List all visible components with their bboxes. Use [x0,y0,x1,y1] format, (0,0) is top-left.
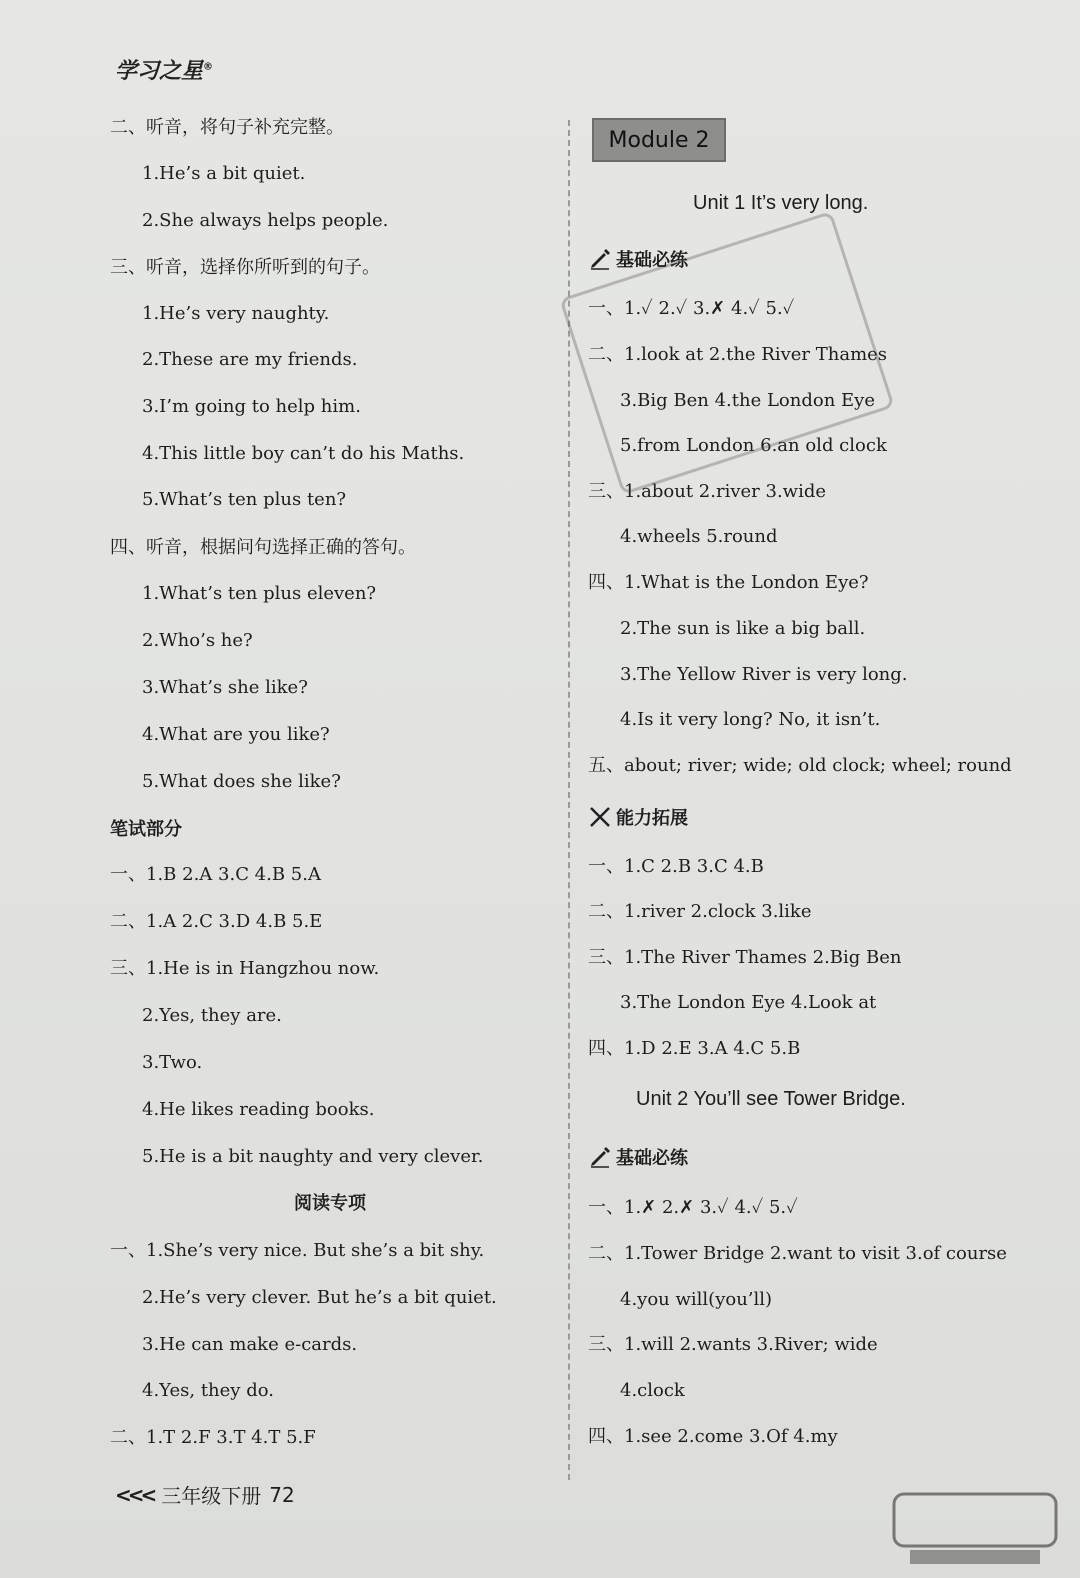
answer-row: 3.Big Ben 4.the London Eye [620,390,875,411]
answer-row: 三、1.He is in Hangzhou now. [110,958,380,979]
reading-section-title: 阅读专项 [294,1193,366,1214]
answer-row: 二、1.T 2.F 3.T 4.T 5.F [110,1427,316,1448]
written-section-title: 笔试部分 [110,819,182,840]
ability-extension-heading: 能力拓展 [588,804,688,830]
list-item: 2.Yes, they are. [142,1005,282,1026]
answer-row: 四、1.see 2.come 3.Of 4.my [588,1426,838,1447]
basic-practice-heading: 基础必练 [588,246,688,272]
list-item: 3.He can make e-cards. [142,1334,358,1355]
answer-row: 三、1.will 2.wants 3.River; wide [588,1334,878,1355]
answer-row: 四、1.D 2.E 3.A 4.C 5.B [588,1038,801,1059]
answer-row: 二、1.Tower Bridge 2.want to visit 3.of course [588,1243,1007,1264]
answer-row: 四、1.What is the London Eye? [588,572,869,593]
module-badge: Module 2 [592,118,726,162]
page-footer: <<< 三年级下册 72 [115,1482,295,1508]
section-2-title: 二、听音，将句子补充完整。 [110,117,344,138]
list-item: 1.What’s ten plus eleven? [142,583,377,604]
list-item: 4.This little boy can’t do his Maths. [142,443,465,464]
answer-row: 4.clock [620,1380,685,1401]
list-item: 1.He’s a bit quiet. [142,163,306,184]
basic-practice-heading-2: 基础必练 [588,1144,688,1170]
answer-row: 一、1.✓ 2.✓ 3.✗ 4.✓ 5.✓ [588,298,795,319]
list-item: 5.What does she like? [142,771,341,792]
answer-row: 2.The sun is like a big ball. [620,618,866,639]
answer-row: 二、1.look at 2.the River Thames [588,344,888,365]
answer-row: 3.The Yellow River is very long. [620,664,908,685]
list-item: 2.These are my friends. [142,349,358,370]
list-item: 1.He’s very naughty. [142,303,330,324]
list-item: 2.She always helps people. [142,210,389,231]
answer-row: 5.from London 6.an old clock [620,435,887,456]
answer-row: 三、1.about 2.river 3.wide [588,481,827,502]
answer-row: 一、1.B 2.A 3.C 4.B 5.A [110,864,321,885]
triple-chevron-left-icon: <<< [115,1482,154,1507]
pencil-icon [588,1145,612,1169]
list-item: 2.Who’s he? [142,630,253,651]
crossed-tools-icon [588,805,612,829]
list-item: 4.He likes reading books. [142,1099,375,1120]
corner-watermark-logo [890,1488,1060,1568]
answer-row: 一、1.✗ 2.✗ 3.✓ 4.✓ 5.✓ [588,1197,798,1218]
unit-2-title: Unit 2 You’ll see Tower Bridge. [636,1088,906,1110]
list-item: 5.He is a bit naughty and very clever. [142,1146,484,1167]
answer-row: 4.you will(you’ll) [620,1289,773,1310]
answer-row: 4.wheels 5.round [620,526,778,547]
list-item: 4.What are you like? [142,724,330,745]
answer-row: 五、about; river; wide; old clock; wheel; round [588,755,1012,776]
list-item: 3.I’m going to help him. [142,396,361,417]
answer-row: 一、1.She’s very nice. But she’s a bit shy. [110,1240,485,1261]
list-item: 3.Two. [142,1052,203,1073]
brand-logo: 学习之星® [115,59,214,84]
section-3-title: 三、听音，选择你所听到的句子。 [110,257,380,278]
answer-row: 二、1.river 2.clock 3.like [588,901,812,922]
pencil-icon [588,247,612,271]
list-item: 2.He’s very clever. But he’s a bit quiet. [142,1287,497,1308]
list-item: 5.What’s ten plus ten? [142,489,347,510]
answer-row: 3.The London Eye 4.Look at [620,992,877,1013]
list-item: 4.Yes, they do. [142,1380,274,1401]
answer-row: 4.Is it very long? No, it isn’t. [620,709,881,730]
list-item: 3.What’s she like? [142,677,308,698]
section-4-title: 四、听音，根据问句选择正确的答句。 [110,537,416,558]
unit-1-title: Unit 1 It’s very long. [693,192,869,214]
answer-row: 一、1.C 2.B 3.C 4.B [588,856,764,877]
answer-row: 二、1.A 2.C 3.D 4.B 5.E [110,911,323,932]
answer-row: 三、1.The River Thames 2.Big Ben [588,947,902,968]
